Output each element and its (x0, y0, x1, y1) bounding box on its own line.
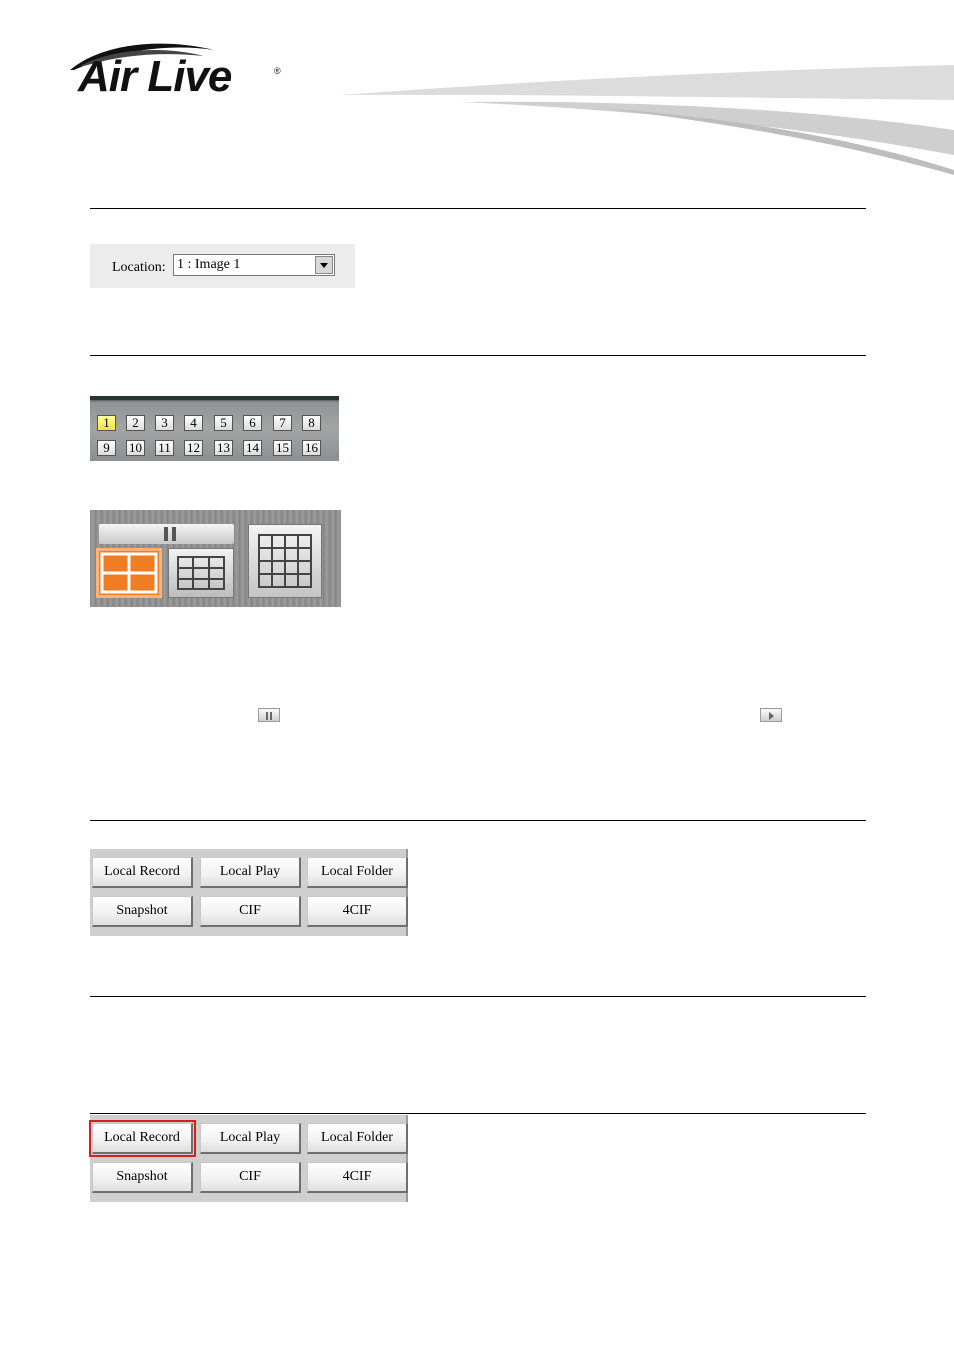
channel-button-8[interactable]: 8 (302, 415, 321, 431)
pause-bar[interactable] (99, 524, 234, 544)
sixteen-grid-icon (249, 525, 321, 597)
location-selected-value: 1 : Image 1 (177, 257, 241, 272)
4cif-button[interactable]: 4CIF (307, 896, 408, 927)
local-play-button[interactable]: Local Play (200, 857, 301, 888)
pause-icon (164, 527, 168, 541)
snapshot-button[interactable]: Snapshot (92, 1162, 193, 1193)
logo-text: Air Live (78, 52, 232, 101)
channel-button-10[interactable]: 10 (126, 440, 145, 456)
pause-icon (172, 527, 176, 541)
channel-button-16[interactable]: 16 (302, 440, 321, 456)
cif-button[interactable]: CIF (200, 1162, 301, 1193)
local-folder-button[interactable]: Local Folder (307, 857, 408, 888)
nine-grid-icon (169, 549, 233, 597)
airlive-logo (64, 36, 294, 106)
4cif-button[interactable]: 4CIF (307, 1162, 408, 1193)
registered-mark: ® (274, 66, 281, 76)
channel-selector-panel (90, 396, 339, 461)
channel-button-3[interactable]: 3 (155, 415, 174, 431)
local-folder-button[interactable]: Local Folder (307, 1123, 408, 1154)
layout-selector-panel (90, 510, 341, 607)
section-divider (90, 820, 866, 821)
control-buttons-panel-highlighted (90, 1115, 408, 1202)
section-divider (90, 1113, 866, 1114)
channel-button-15[interactable]: 15 (273, 440, 292, 456)
channel-button-1[interactable]: 1 (97, 415, 116, 431)
nine-view-button[interactable] (168, 548, 234, 598)
channel-button-7[interactable]: 7 (273, 415, 292, 431)
cif-button[interactable]: CIF (200, 896, 301, 927)
channel-button-2[interactable]: 2 (126, 415, 145, 431)
local-record-button[interactable]: Local Record (92, 1123, 193, 1154)
section-divider (90, 996, 866, 997)
section-divider (90, 208, 866, 209)
play-mini-icon (760, 708, 782, 722)
dropdown-arrow-icon[interactable] (315, 256, 333, 274)
channel-button-5[interactable]: 5 (214, 415, 233, 431)
channel-button-12[interactable]: 12 (184, 440, 203, 456)
sixteen-view-button[interactable] (248, 524, 322, 598)
section-divider (90, 355, 866, 356)
channel-button-13[interactable]: 13 (214, 440, 233, 456)
location-panel (90, 244, 355, 288)
quad-grid-icon (99, 551, 159, 595)
quad-view-button[interactable] (96, 548, 162, 598)
pause-mini-icon (258, 708, 280, 722)
channel-button-4[interactable]: 4 (184, 415, 203, 431)
snapshot-button[interactable]: Snapshot (92, 896, 193, 927)
channel-button-11[interactable]: 11 (155, 440, 174, 456)
local-record-button[interactable]: Local Record (92, 857, 193, 888)
channel-button-9[interactable]: 9 (97, 440, 116, 456)
header-swoosh-icon (340, 60, 954, 175)
control-buttons-panel (90, 849, 408, 936)
channel-button-6[interactable]: 6 (243, 415, 262, 431)
location-label: Location: (112, 260, 166, 275)
channel-button-14[interactable]: 14 (243, 440, 262, 456)
location-select[interactable] (173, 254, 335, 276)
local-play-button[interactable]: Local Play (200, 1123, 301, 1154)
